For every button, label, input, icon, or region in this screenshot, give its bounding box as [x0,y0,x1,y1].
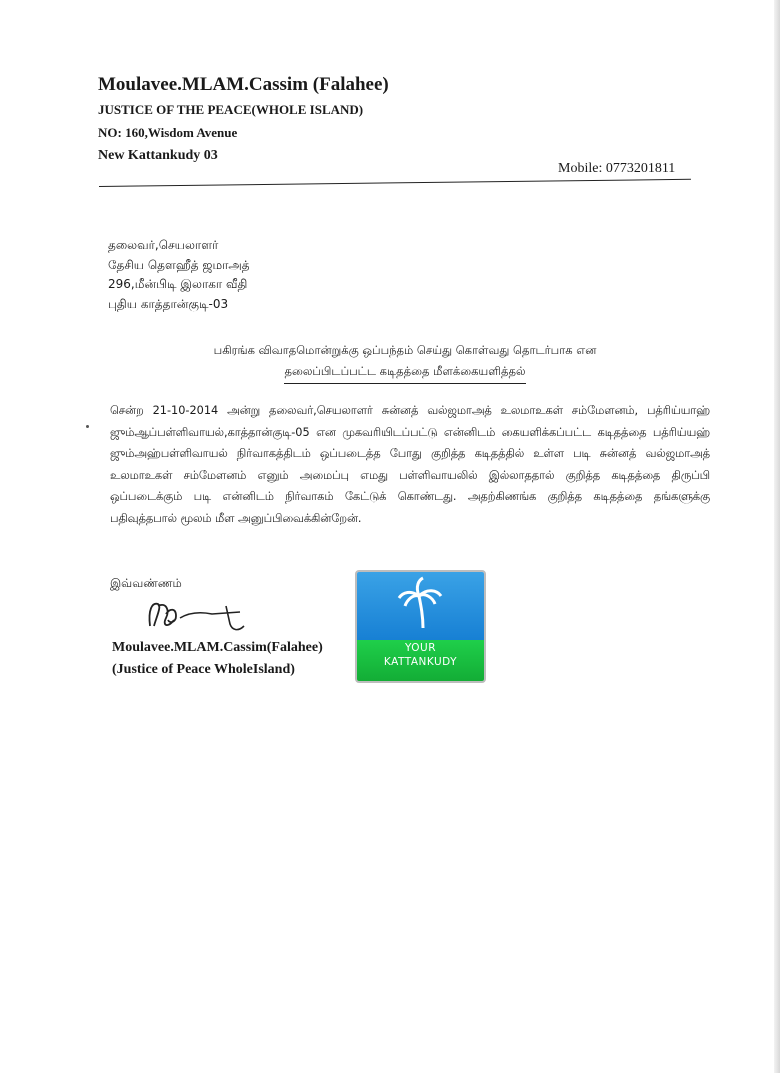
scan-edge [774,0,780,1073]
scan-speck [86,425,89,428]
letterhead-city: New Kattankudy 03 [98,148,218,163]
recipient-line: 296,மீன்பிடி இலாகா வீதி [108,277,248,291]
subject [100,340,710,384]
your-kattankudy-logo [355,570,486,683]
subject-line-2: தலைப்பிடப்பட்ட கடிதத்தை மீளக்கையளித்தல் [284,361,525,384]
closing-salutation: இவ்வண்ணம் [110,576,182,590]
letterhead-address: NO: 160,Wisdom Avenue [98,125,238,140]
letterhead [98,74,389,164]
handwritten-signature [140,596,270,638]
header-divider [99,179,691,187]
logo-text-your: YOUR [404,642,437,654]
recipient-line: புதிய காத்தான்குடி-03 [108,296,229,311]
letterhead-name: Moulavee.MLAM.Cassim (Falahee) [98,74,389,95]
recipient-line: தேசிய தௌஹீத் ஜமாஅத் [108,257,250,272]
logo-text-kattankudy: KATTANKUDY [383,656,458,668]
signatory-name: Moulavee.MLAM.Cassim(Falahee) [112,640,323,655]
recipient-line: தலைவர்,செயலாளர் [108,238,219,252]
mobile-number: Mobile: 0773201811 [558,161,676,176]
signatory [112,637,323,681]
letter-body: சென்ற 21-10-2014 அன்று தலைவர்,செயலாளர் சுன்னத் வல்ஜமாஅத் உலமாஉகள் சம்மேளனம், பத்ரிய்யாஹ் ஜும்ஆப்பள்ளிவாயல்,காத்தான்குடி-05 என முகவரியிடப்பட்டு என்னிடம் கையளிக்கப்பட்ட கடிதத்தை பத்ரிய்யஹ் ஜும்அஹ்பள்ளிவாயல் நிர்வாகத்திடம் ஒப்படைத்த போது குறித்த கடிதத்தில் உள்ள படி சுன்னத் வல்ஜமாஅத் உலமாஉகள் சம்மேளனம் எனும் அமைப்பு எமது பள்ளிவாயலில் இல்லாததால் குறித்த கடிதத்தை திருப்பி ஒப்படைக்கும் படி என்னிடம் நிர்வாகம் கேட்டுக் கொண்டது. அதற்கிணங்க குறித்த கடிதத்தை தங்களுக்கு பதிவுத்தபால் மூலம் மீள அனுப்பிவைக்கின்றேன். [110,404,710,525]
subject-line-1: பகிரங்க விவாதமொன்றுக்கு ஒப்பந்தம் செய்து கொள்வது தொடர்பாக என [213,343,597,357]
letterhead-title: JUSTICE OF THE PEACE(WHOLE ISLAND) [98,102,364,117]
signatory-title: (Justice of Peace WholeIsland) [112,662,295,677]
recipient-address [108,236,250,314]
